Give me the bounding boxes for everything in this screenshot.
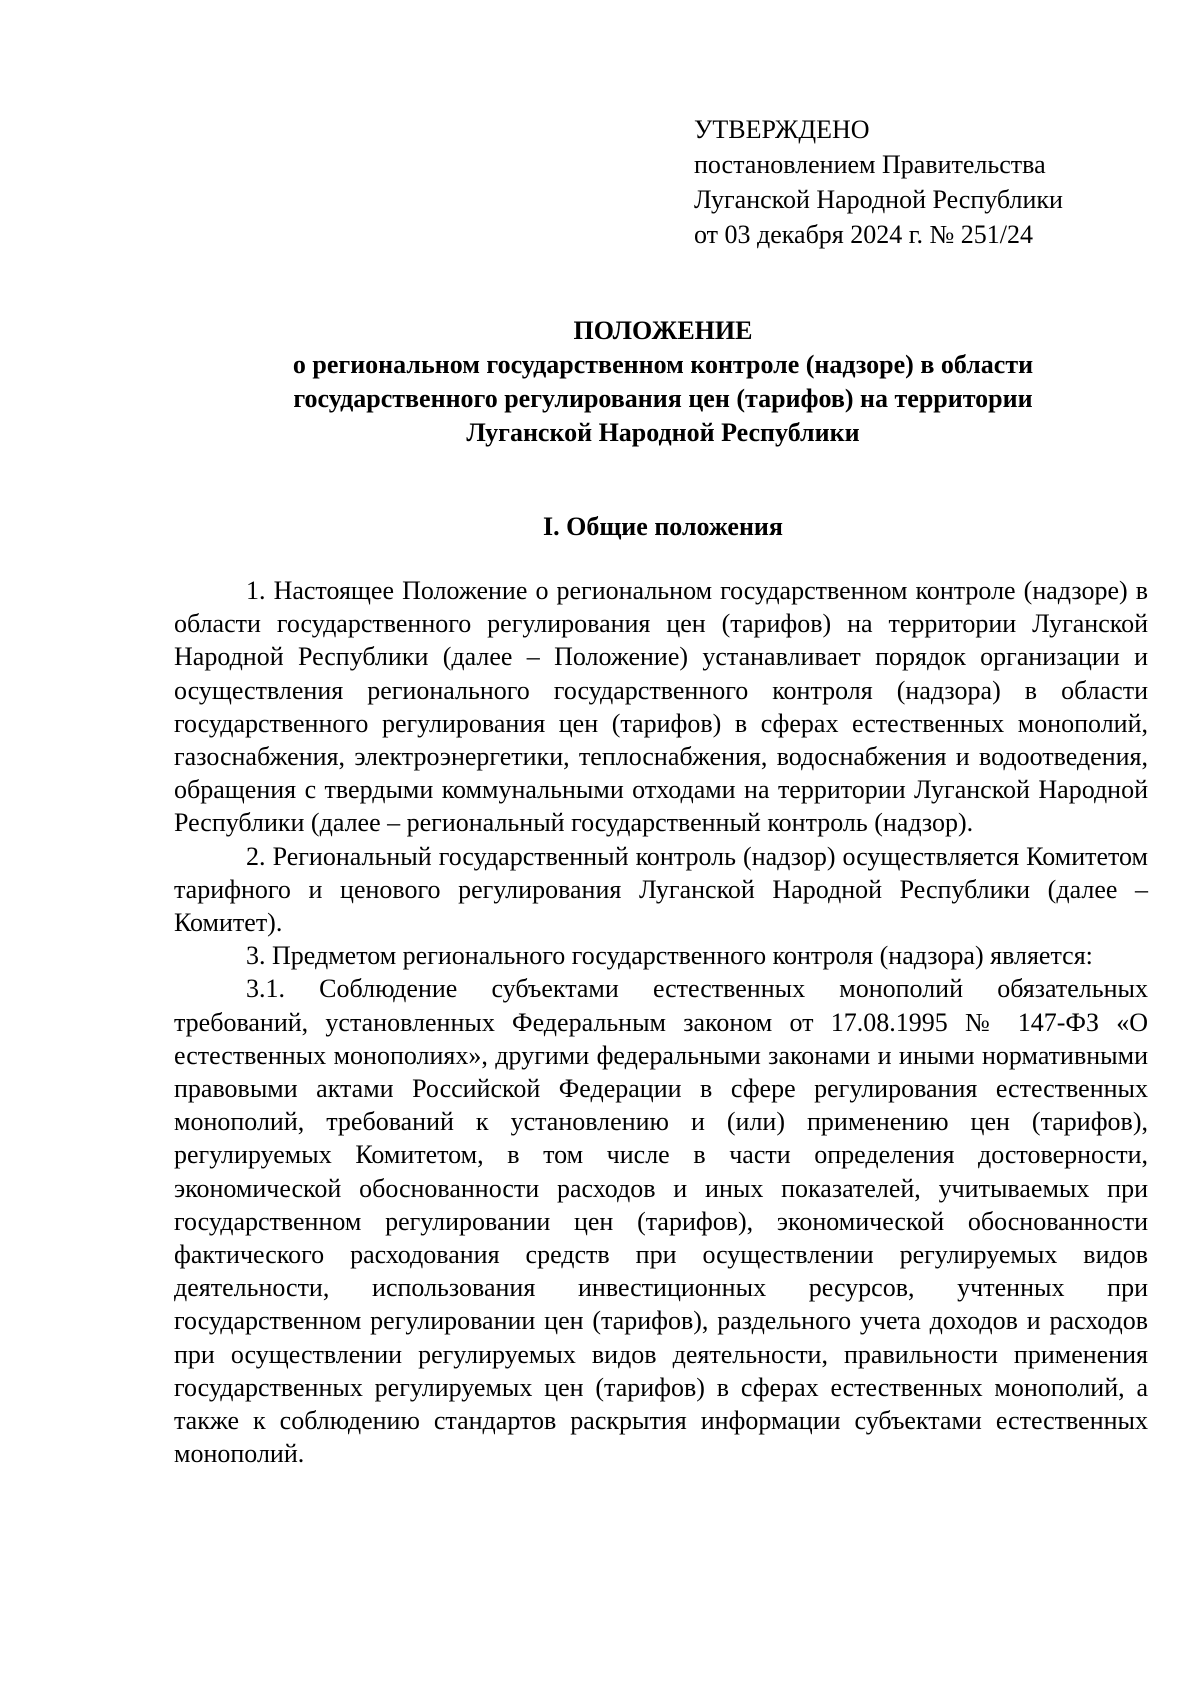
approval-decree-line: постановлением Правительства	[694, 150, 1046, 179]
section-heading: I. Общие положения	[543, 512, 783, 541]
approval-stamp	[694, 112, 1063, 252]
document-title-line-1: о региональном государственном контроле (надзоре) в области	[292, 350, 1034, 379]
paragraph-2: 2. Региональный государственный контроль (надзор) осуществляется Комитетом тарифного и ценового регулирования Луганской Народной Республики (далее – Комитет).	[174, 841, 1148, 938]
document-body	[174, 574, 1148, 1470]
document-title-line-3: Луганской Народной Республики	[466, 418, 860, 447]
approval-authority-line: Луганской Народной Республики	[694, 185, 1063, 214]
paragraph-3-1: 3.1. Соблюдение субъектами естественных монополий обязательных требований, установленных Федеральным законом от 17.08.1995 № 147-ФЗ «О естественных монополиях», другими федеральными законами и иными нормативными правовыми актами Российской Федерации в сфере регулирования естественных монополий, требований к установлению и (или) применению цен (тарифов), регулируемых Комитетом, в том числе в части определения достоверности, экономической обоснованности расходов и иных показателей, учитываемых при государственном регулировании цен (тарифов), экономической обоснованности фактического расходования средств при осуществлении регулируемых видов деятельности, использования инвестиционных ресурсов, учтенных при государственном регулировании цен (тарифов), раздельного учета доходов и расходов при осуществлении регулируемых видов деятельности, правильности применения государственных регулируемых цен (тарифов) в сферах естественных монополий, а также к соблюдению стандартов раскрытия информации субъектами естественных монополий.	[174, 974, 1148, 1469]
approval-date-number-line: от 03 декабря 2024 г. № 251/24	[694, 220, 1034, 249]
document-title-line-2: государственного регулирования цен (тарифов) на территории	[293, 384, 1033, 413]
approval-heading: УТВЕРЖДЕНО	[694, 115, 870, 144]
document-title-main: ПОЛОЖЕНИЕ	[573, 316, 753, 345]
paragraph-1: 1. Настоящее Положение о региональном государственном контроле (надзоре) в области государственного регулирования цен (тарифов) на территории Луганской Народной Республики (далее – Положение) устанавливает порядок организации и осуществления регионального государственного контроля (надзора) в области государственного регулирования цен (тарифов) в сферах естественных монополий, газоснабжения, электроэнергетики, теплоснабжения, водоснабжения и водоотведения, обращения с твердыми коммунальными отходами на территории Луганской Народной Республики (далее – региональный государственный контроль (надзор).	[174, 576, 1148, 838]
document-title	[180, 314, 1146, 450]
paragraph-3: 3. Предметом регионального государственного контроля (надзора) является:	[246, 941, 1093, 971]
